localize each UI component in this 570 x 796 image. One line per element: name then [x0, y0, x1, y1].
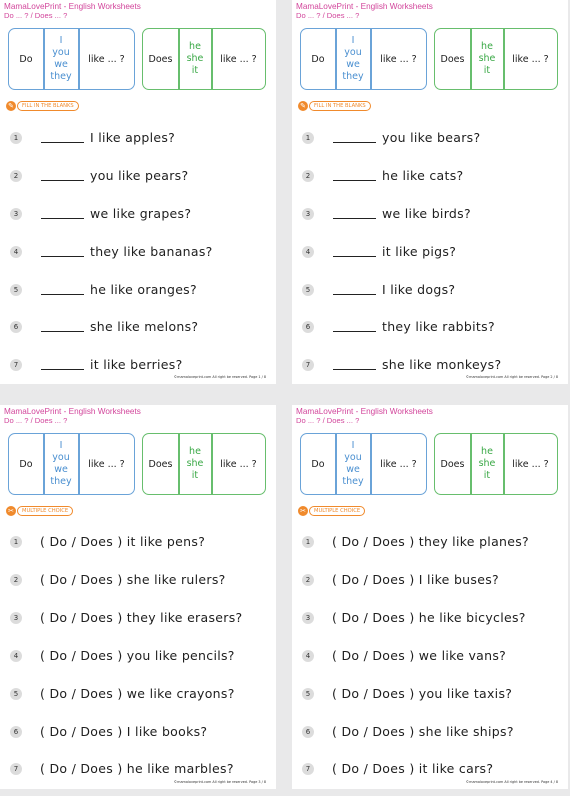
blue-pronouns: [44, 29, 78, 89]
pronoun: he: [481, 446, 493, 457]
question-number: 6: [302, 726, 314, 738]
question-number: 5: [10, 284, 22, 296]
green-pronouns: [471, 29, 503, 89]
pencil-icon: ✎: [298, 101, 308, 111]
question-text[interactable]: ( Do / Does ) it like pens?: [40, 534, 206, 549]
section-badge: [298, 101, 371, 111]
pronoun: they: [50, 476, 72, 487]
question-text: we like grapes?: [90, 206, 192, 221]
like-label: like ... ?: [380, 53, 417, 65]
question-text: I like apples?: [90, 130, 176, 145]
pronoun: he: [189, 41, 201, 52]
question-number: 2: [302, 574, 314, 586]
pronoun: we: [346, 464, 360, 475]
does-grammar-box: [434, 433, 558, 495]
badge-label: MULTIPLE CHOICE: [17, 506, 73, 516]
like-label: like ... ?: [512, 458, 549, 470]
answer-blank[interactable]: [41, 180, 84, 181]
question-number: 5: [10, 688, 22, 700]
question-text: he like oranges?: [90, 282, 197, 297]
question-text[interactable]: ( Do / Does ) she like ships?: [332, 724, 514, 739]
pronoun: I: [351, 440, 355, 451]
pronoun: we: [54, 59, 68, 70]
answer-blank[interactable]: [41, 142, 84, 143]
pronoun: you: [344, 47, 362, 58]
answer-blank[interactable]: [333, 256, 376, 257]
pronoun: she: [186, 53, 204, 64]
badge-label: MULTIPLE CHOICE: [309, 506, 365, 516]
worksheet-subtitle: Do ... ? / Does ... ?: [4, 11, 68, 20]
pronoun: I: [351, 35, 355, 46]
pronoun: it: [483, 470, 491, 481]
pronoun: you: [52, 452, 70, 463]
answer-blank[interactable]: [41, 331, 84, 332]
question-text[interactable]: ( Do / Does ) they like erasers?: [40, 610, 243, 625]
pronoun: I: [59, 35, 63, 46]
does-label: Does: [440, 53, 465, 65]
question-text[interactable]: ( Do / Does ) you like pencils?: [40, 648, 235, 663]
question-text: she like monkeys?: [382, 357, 502, 372]
question-number: 1: [302, 536, 314, 548]
question-number: 3: [302, 612, 314, 624]
does-grammar-box: [434, 28, 558, 90]
worksheet-subtitle: Do ... ? / Does ... ?: [4, 416, 68, 425]
question-number: 2: [10, 574, 22, 586]
like-label: like ... ?: [220, 53, 257, 65]
question-text: I like dogs?: [382, 282, 456, 297]
pronoun: she: [478, 53, 496, 64]
question-number: 1: [10, 132, 22, 144]
question-text: you like pears?: [90, 168, 189, 183]
worksheet-page-3: [0, 405, 276, 789]
question-text[interactable]: ( Do / Does ) you like taxis?: [332, 686, 513, 701]
like-label: like ... ?: [380, 458, 417, 470]
pronoun: they: [342, 476, 364, 487]
question-number: 7: [10, 359, 22, 371]
question-number: 4: [10, 246, 22, 258]
blue-pronouns: [336, 29, 370, 89]
pencil-icon: ✎: [6, 101, 16, 111]
pronoun: you: [52, 47, 70, 58]
like-label: like ... ?: [88, 53, 125, 65]
answer-blank[interactable]: [333, 369, 376, 370]
question-number: 1: [302, 132, 314, 144]
question-number: 1: [10, 536, 22, 548]
answer-blank[interactable]: [333, 180, 376, 181]
brand-title: MamaLovePrint - English Worksheets: [296, 2, 433, 11]
question-number: 3: [10, 612, 22, 624]
pronoun: it: [191, 65, 199, 76]
green-pronouns: [179, 29, 211, 89]
scissors-icon: ✂: [6, 506, 16, 516]
question-number: 3: [302, 208, 314, 220]
question-number: 6: [10, 726, 22, 738]
page-footer: ©mamaloveprint.com All right be reserved. Page 3 / 8: [173, 780, 266, 784]
answer-blank[interactable]: [41, 294, 84, 295]
question-text: she like melons?: [90, 319, 199, 334]
scissors-icon: ✂: [298, 506, 308, 516]
page-footer: ©mamaloveprint.com All right be reserved. Page 4 / 8: [465, 780, 558, 784]
pronoun: you: [344, 452, 362, 463]
question-text: we like birds?: [382, 206, 471, 221]
answer-blank[interactable]: [41, 256, 84, 257]
do-label: Do: [311, 458, 325, 470]
blue-pronouns: [336, 434, 370, 494]
pronoun: he: [481, 41, 493, 52]
worksheet-page-2: [292, 0, 568, 384]
blue-pronouns: [44, 434, 78, 494]
do-grammar-box: [300, 433, 427, 495]
question-number: 2: [10, 170, 22, 182]
green-pronouns: [471, 434, 503, 494]
question-number: 4: [302, 650, 314, 662]
question-number: 7: [302, 763, 314, 775]
pronoun: they: [50, 71, 72, 82]
question-text[interactable]: ( Do / Does ) I like books?: [40, 724, 208, 739]
pronoun: I: [59, 440, 63, 451]
question-text[interactable]: ( Do / Does ) we like crayons?: [40, 686, 235, 701]
do-grammar-box: [300, 28, 427, 90]
worksheet-page-1: [0, 0, 276, 384]
brand-title: MamaLovePrint - English Worksheets: [296, 407, 433, 416]
pronoun: we: [54, 464, 68, 475]
section-badge: [6, 506, 73, 516]
does-grammar-box: [142, 28, 266, 90]
do-grammar-box: [8, 433, 135, 495]
question-text: it like pigs?: [382, 244, 457, 259]
question-number: 2: [302, 170, 314, 182]
like-label: like ... ?: [88, 458, 125, 470]
do-label: Do: [19, 53, 33, 65]
pronoun: it: [483, 65, 491, 76]
question-number: 5: [302, 284, 314, 296]
question-number: 6: [10, 321, 22, 333]
question-text: he like cats?: [382, 168, 464, 183]
page-footer: ©mamaloveprint.com All right be reserved. Page 1 / 8: [173, 375, 266, 379]
question-text[interactable]: ( Do / Does ) I like buses?: [332, 572, 499, 587]
green-pronouns: [179, 434, 211, 494]
like-label: like ... ?: [512, 53, 549, 65]
worksheet-subtitle: Do ... ? / Does ... ?: [296, 416, 360, 425]
worksheet-page-4: [292, 405, 568, 789]
pronoun: he: [189, 446, 201, 457]
do-grammar-box: [8, 28, 135, 90]
question-text: it like berries?: [90, 357, 183, 372]
question-number: 7: [302, 359, 314, 371]
question-text: they like bananas?: [90, 244, 213, 259]
do-label: Do: [311, 53, 325, 65]
like-label: like ... ?: [220, 458, 257, 470]
question-number: 5: [302, 688, 314, 700]
question-number: 7: [10, 763, 22, 775]
answer-blank[interactable]: [333, 218, 376, 219]
pronoun: they: [342, 71, 364, 82]
question-text: you like bears?: [382, 130, 481, 145]
pronoun: it: [191, 470, 199, 481]
answer-blank[interactable]: [41, 218, 84, 219]
answer-blank[interactable]: [333, 294, 376, 295]
does-label: Does: [148, 53, 173, 65]
brand-title: MamaLovePrint - English Worksheets: [4, 2, 141, 11]
badge-label: FILL IN THE BLANKS: [309, 101, 371, 111]
question-number: 3: [10, 208, 22, 220]
question-number: 4: [10, 650, 22, 662]
question-number: 4: [302, 246, 314, 258]
question-text[interactable]: ( Do / Does ) he like marbles?: [40, 761, 234, 776]
pronoun: she: [478, 458, 496, 469]
section-badge: [298, 506, 365, 516]
question-text: they like rabbits?: [382, 319, 495, 334]
does-label: Does: [440, 458, 465, 470]
question-number: 6: [302, 321, 314, 333]
do-label: Do: [19, 458, 33, 470]
badge-label: FILL IN THE BLANKS: [17, 101, 79, 111]
pronoun: she: [186, 458, 204, 469]
question-text[interactable]: ( Do / Does ) it like cars?: [332, 761, 494, 776]
question-text[interactable]: ( Do / Does ) we like vans?: [332, 648, 507, 663]
question-text[interactable]: ( Do / Does ) they like planes?: [332, 534, 529, 549]
page-footer: ©mamaloveprint.com All right be reserved. Page 2 / 8: [465, 375, 558, 379]
section-badge: [6, 101, 79, 111]
worksheet-subtitle: Do ... ? / Does ... ?: [296, 11, 360, 20]
question-text[interactable]: ( Do / Does ) he like bicycles?: [332, 610, 526, 625]
does-label: Does: [148, 458, 173, 470]
brand-title: MamaLovePrint - English Worksheets: [4, 407, 141, 416]
question-text[interactable]: ( Do / Does ) she like rulers?: [40, 572, 226, 587]
answer-blank[interactable]: [333, 142, 376, 143]
pronoun: we: [346, 59, 360, 70]
answer-blank[interactable]: [41, 369, 84, 370]
does-grammar-box: [142, 433, 266, 495]
answer-blank[interactable]: [333, 331, 376, 332]
